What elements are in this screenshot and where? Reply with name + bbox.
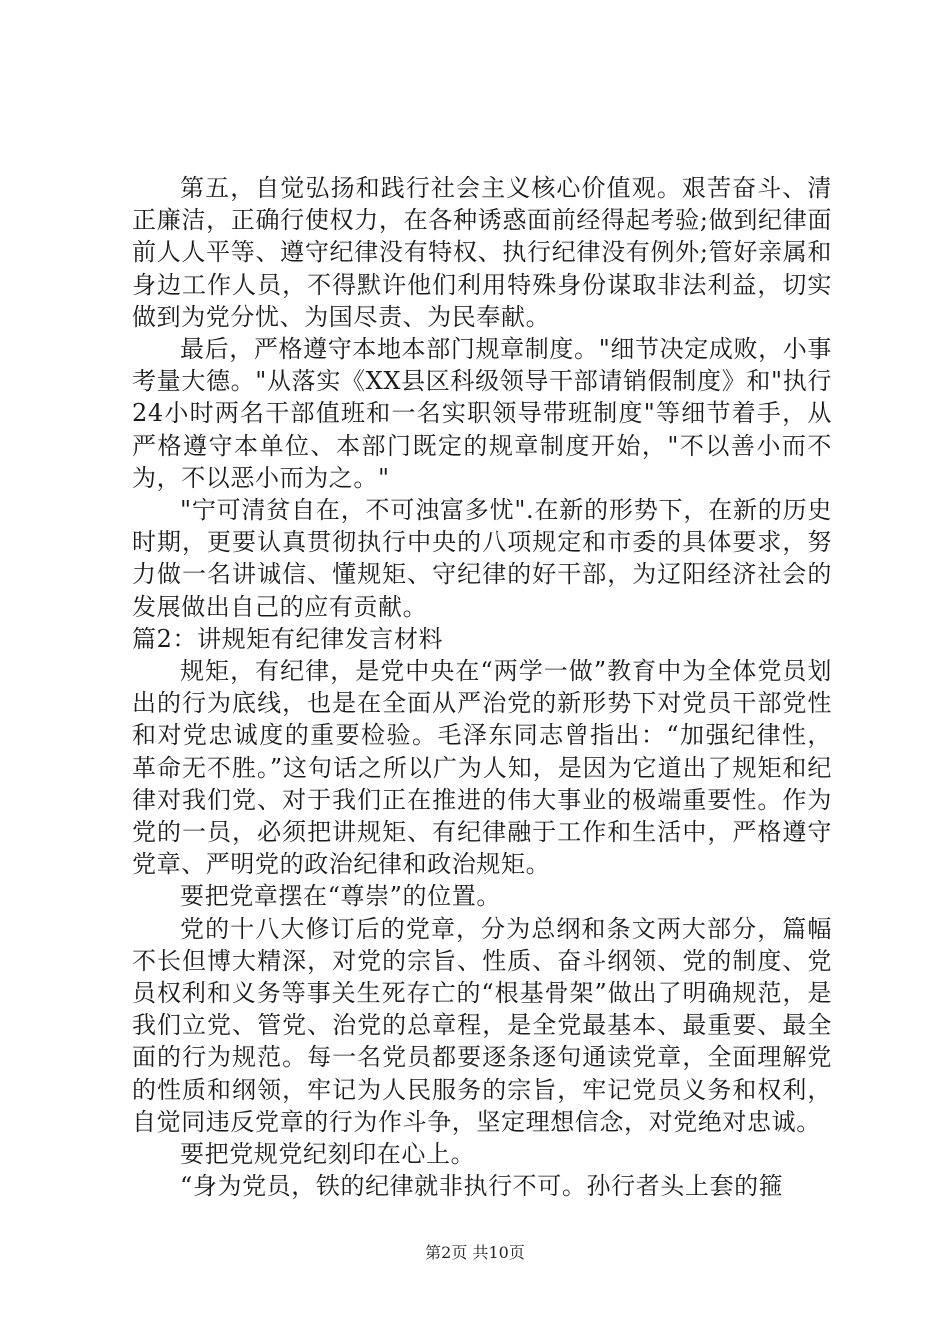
paragraph-iron-discipline: “身为党员，铁的纪律就非执行不可。孙行者头上套的箍 xyxy=(180,1172,784,1201)
page-total: 共10页 xyxy=(472,1243,525,1262)
paragraph-finally: 最后，严格遵守本地本部门规章制度。"细节决定成败，小事考量大德。"从落实《XX县区科级领导干部请销假制度》和"执行24小时两名干部值班和一名实职领导带班制度"等细节着手，从严格遵守本单位、本部门既定的规章制度开始，"不以善小而不为，不以恶小而为之。" xyxy=(132,335,832,492)
subheading-party-constitution: 要把党章摆在“尊崇”的位置。 xyxy=(180,882,501,911)
paragraph-quote-closing: "宁可清贫自在，不可浊富多忧".在新的形势下，在新的历史时期，更要认真贯彻执行中央的八项规定和市委的具体要求，努力做一名讲诚信、懂规矩、守纪律的好干部，为辽阳经济社会的发展做出自己的应有贡献。 xyxy=(132,496,832,621)
subheading-party-discipline: 要把党规党纪刻印在心上。 xyxy=(180,1140,476,1169)
paragraph-party-constitution: 党的十八大修订后的党章，分为总纲和条文两大部分，篇幅不长但博大精深，对党的宗旨、性质、奋斗纲领、党的制度、党员权利和义务等事关生死存亡的“根基骨架”做出了明确规范，是我们立党、管党、治党的总章程，是全党最基本、最重要、最全面的行为规范。每一名党员都要逐条逐句通读党章，全面理解党的性质和纲领，牢记为人民服务的宗旨，牢记党员义务和权利，自觉同违反党章的行为作斗争，坚定理想信念，对党绝对忠诚。 xyxy=(132,914,832,1136)
paragraph-fifth-point: 第五，自觉弘扬和践行社会主义核心价值观。艰苦奋斗、清正廉洁，正确行使权力，在各种诱惑面前经得起考验;做到纪律面前人人平等、遵守纪律没有特权、执行纪律没有例外;管好亲属和身边工作人员，不得默许他们利用特殊身份谋取非法利益，切实做到为党分忧、为国尽责、为民奉献。 xyxy=(132,174,832,331)
document-body xyxy=(132,172,832,1203)
section-heading: 篇2：讲规矩有纪律发言材料 xyxy=(132,624,444,653)
page-footer xyxy=(0,1243,950,1263)
page-number: 第2页 xyxy=(425,1243,468,1262)
paragraph-rules-intro: 规矩，有纪律，是党中央在“两学一做”教育中为全体党员划出的行为底线，也是在全面从严治党的新形势下对党员干部党性和对党忠诚度的重要检验。毛泽东同志曾指出：“加强纪律性，革命无不胜。”这句话之所以广为人知，是因为它道出了规矩和纪律对我们党、对于我们正在推进的伟大事业的极端重要性。作为党的一员，必须把讲规矩、有纪律融于工作和生活中，严格遵守党章、严明党的政治纪律和政治规矩。 xyxy=(132,657,832,879)
